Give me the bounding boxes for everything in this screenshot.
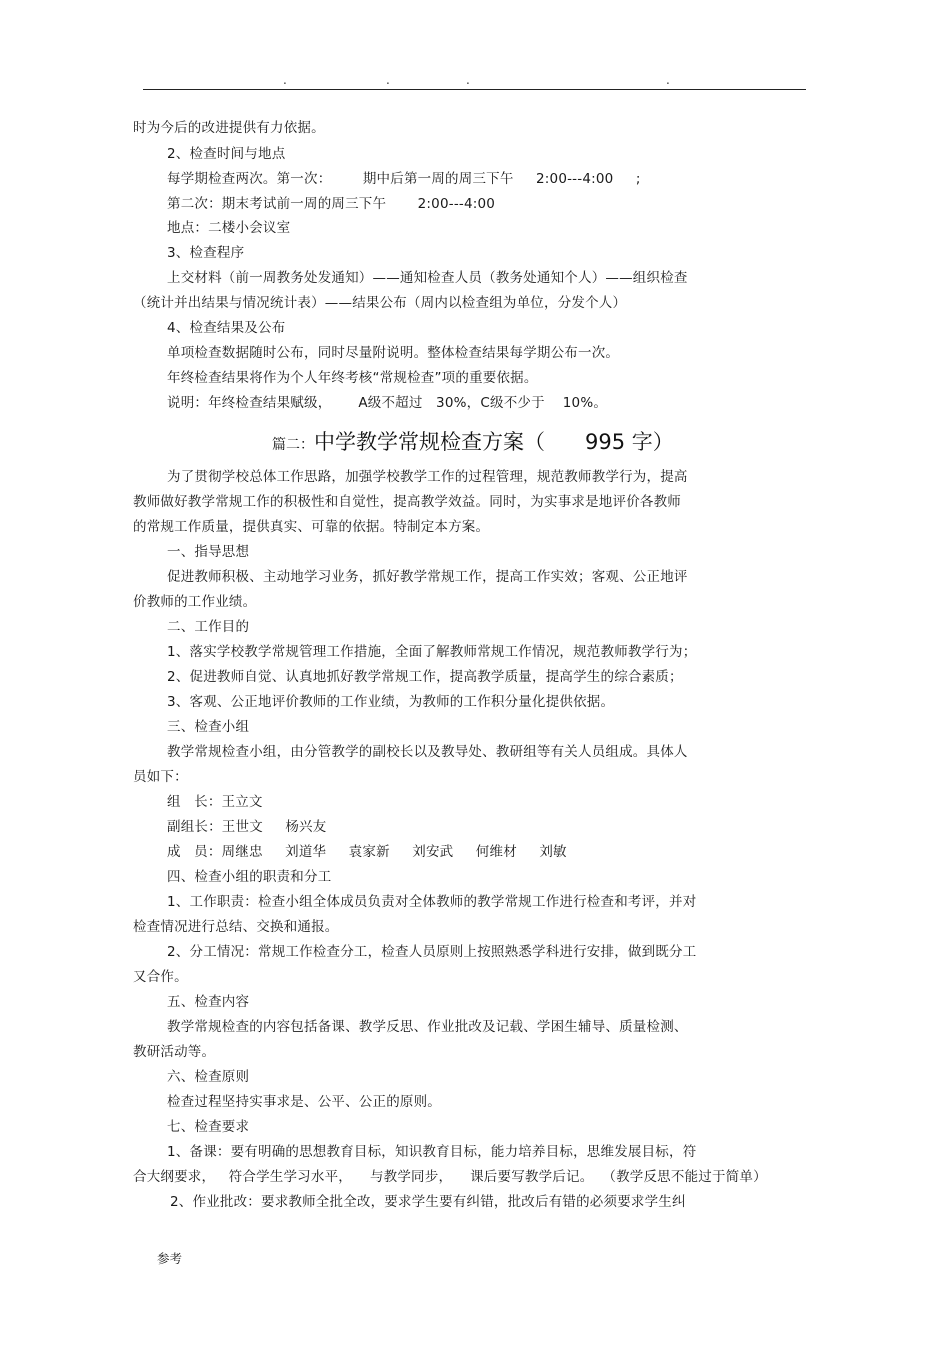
header-dot: .	[466, 73, 470, 87]
section-heading: 4、检查结果及公布	[167, 320, 286, 336]
section-heading: 3、检查程序	[167, 245, 245, 261]
paragraph-line: 3、客观、公正地评价教师的工作业绩，为教师的工作积分量化提供依据。	[167, 694, 615, 710]
footer-label: 参考	[157, 1251, 183, 1266]
paragraph-line: 时为今后的改进提供有力依据。	[133, 120, 325, 136]
paragraph-line: 教研活动等。	[133, 1044, 216, 1060]
paragraph-line: 检查过程坚持实事求是、公平、公正的原则。	[167, 1094, 441, 1110]
paragraph-line: 为了贯彻学校总体工作思路，加强学校教学工作的过程管理，规范教师教学行为，提高	[167, 469, 688, 485]
section-heading: 二、工作目的	[167, 619, 250, 635]
paragraph-line: 年终检查结果将作为个人年终考核“常规检查”项的重要依据。	[167, 370, 538, 386]
header-rule	[143, 89, 806, 90]
paragraph-line: 教学常规检查的内容包括备课、教学反思、作业批改及记载、学困生辅导、质量检测、	[167, 1019, 688, 1035]
paragraph-line: 1、工作职责：检查小组全体成员负责对全体教师的教学常规工作进行检查和考评，并对	[167, 894, 697, 910]
section-heading: 七、检查要求	[167, 1119, 250, 1135]
paragraph-line: 合大纲要求， 符合学生学习水平， 与教学同步， 课后要写教学后记。 （教学反思不能过于简单）	[133, 1169, 767, 1185]
header-dot: .	[386, 73, 390, 87]
paragraph-line: 的常规工作质量，提供真实、可靠的依据。特制定本方案。	[133, 519, 490, 535]
paragraph-line: 价教师的工作业绩。	[133, 594, 257, 610]
paragraph-line: 副组长：王世文 杨兴友	[167, 819, 327, 835]
section-heading: 六、检查原则	[167, 1069, 250, 1085]
section-heading: 三、检查小组	[167, 719, 250, 735]
title-prefix: 篇二：	[272, 437, 314, 453]
paragraph-line: 组 长：王立文	[167, 794, 263, 810]
paragraph-line: 说明：年终检查结果赋级， A级不超过 30%，C级不少于 10%。	[167, 395, 608, 411]
paragraph-line: 教学常规检查小组，由分管教学的副校长以及教导处、教研组等有关人员组成。具体人	[167, 744, 688, 760]
paragraph-line: 2、作业批改：要求教师全批全改，要求学生要有纠错，批改后有错的必须要求学生纠	[170, 1194, 686, 1210]
section-heading: 2、检查时间与地点	[167, 146, 286, 162]
paragraph-line: 员如下：	[133, 769, 188, 785]
paragraph-line: 2、促进教师自觉、认真地抓好教学常规工作，提高教学质量，提高学生的综合素质；	[167, 669, 683, 685]
section-heading: 一、指导思想	[167, 544, 250, 560]
paragraph-line: 第二次：期末考试前一周的周三下午 2:00---4:00	[167, 196, 496, 212]
document-title	[272, 428, 674, 459]
paragraph-line: 1、备课：要有明确的思想教育目标，知识教育目标，能力培养目标，思维发展目标，符	[167, 1144, 697, 1160]
section-heading: 四、检查小组的职责和分工	[167, 869, 332, 885]
header-dot: .	[283, 73, 287, 87]
paragraph-line: （统计并出结果与情况统计表）——结果公布（周内以检查组为单位，分发个人）	[133, 295, 627, 311]
paragraph-line: 教师做好教学常规工作的积极性和自觉性，提高教学效益。同时，为实事求是地评价各教师	[133, 494, 681, 510]
paragraph-line: 成 员：周继忠 刘道华 袁家新 刘安武 何维材 刘敏	[167, 844, 567, 860]
paragraph-line: 单项检查数据随时公布，同时尽量附说明。整体检查结果每学期公布一次。	[167, 345, 620, 361]
paragraph-line: 2、分工情况：常规工作检查分工，检查人员原则上按照熟悉学科进行安排，做到既分工	[167, 944, 697, 960]
paragraph-line: 促进教师积极、主动地学习业务，抓好教学常规工作，提高工作实效；客观、公正地评	[167, 569, 688, 585]
header-dot: .	[666, 73, 670, 87]
paragraph-line: 检查情况进行总结、交换和通报。	[133, 919, 339, 935]
section-heading: 五、检查内容	[167, 994, 250, 1010]
paragraph-line: 上交材料（前一周教务处发通知）——通知检查人员（教务处通知个人）——组织检查	[167, 270, 688, 286]
paragraph-line: 地点：二楼小会议室	[167, 220, 291, 236]
title-main: 中学教学常规检查方案（ 995 字）	[314, 430, 674, 454]
paragraph-line: 每学期检查两次。第一次： 期中后第一周的周三下午 2:00---4:00 ;	[167, 171, 641, 187]
paragraph-line: 1、落实学校教学常规管理工作措施，全面了解教师常规工作情况，规范教师教学行为；	[167, 644, 697, 660]
paragraph-line: 又合作。	[133, 969, 188, 985]
